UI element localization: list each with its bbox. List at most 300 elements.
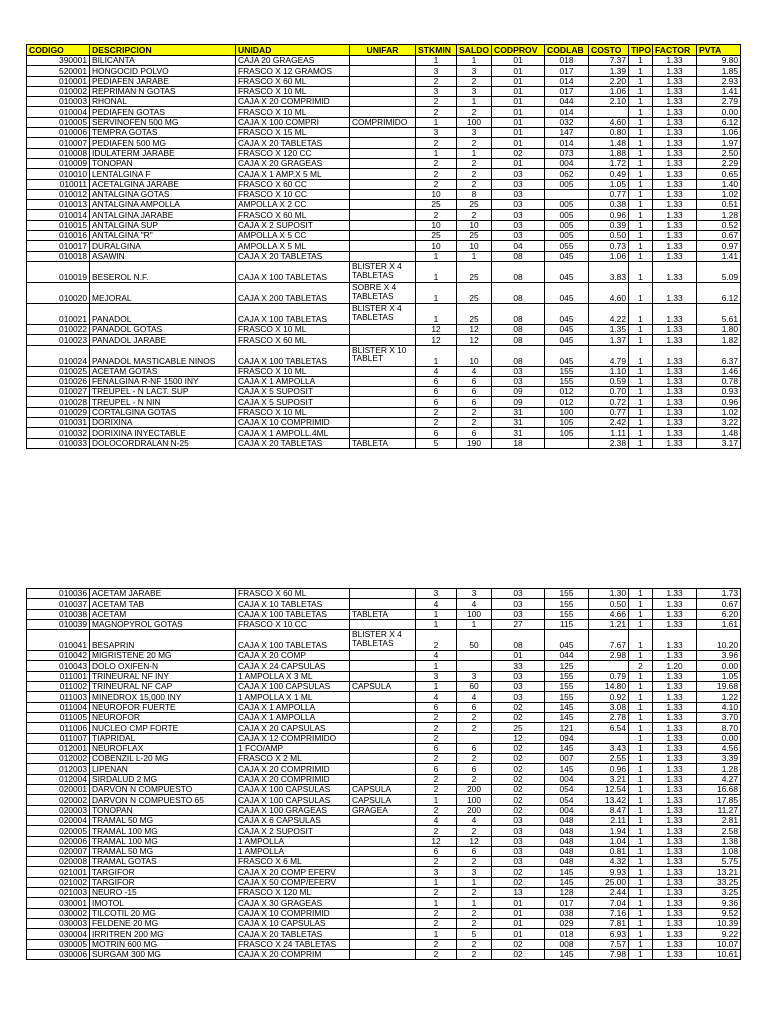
cell-unifar (350, 324, 416, 334)
cell-unidad: CAJA X 20 COMPRIMID (236, 97, 350, 107)
cell-stkmin: 2 (416, 97, 457, 107)
cell-codprov: 01 (492, 66, 545, 76)
cell-descripcion: DORIXINA (90, 418, 236, 428)
cell-codprov: 03 (492, 189, 545, 199)
cell-codigo: 020002 (27, 795, 90, 805)
table-row (27, 877, 741, 887)
cell-descripcion: PANADOL GOTAS (90, 324, 236, 334)
cell-unidad: CAJA X 20 TABLETAS (236, 929, 350, 939)
cell-codprov: 13 (492, 888, 545, 898)
cell-codigo: 020008 (27, 857, 90, 867)
cell-unidad: FRASCO X 15 ML (236, 128, 350, 138)
cell-codigo: 021001 (27, 867, 90, 877)
cell-codigo: 011004 (27, 702, 90, 712)
cell-descripcion: DARVON N COMPUESTO 65 (90, 795, 236, 805)
cell-saldo (457, 661, 492, 671)
cell-codlab: 014 (545, 138, 589, 148)
cell-stkmin: 1 (416, 898, 457, 908)
cell-stkmin: 1 (416, 303, 457, 324)
cell-saldo: 2 (457, 774, 492, 784)
cell-codigo: 010021 (27, 303, 90, 324)
cell-codprov: 31 (492, 418, 545, 428)
cell-descripcion: PEDIAFEN GOTAS (90, 107, 236, 117)
cell-descripcion: TRINEURAL NF INY (90, 671, 236, 681)
cell-unidad: CAJA X 1 AMPOLLA (236, 712, 350, 722)
cell-codprov: 03 (492, 200, 545, 210)
table-row (27, 702, 741, 712)
table-row (27, 651, 741, 661)
cell-costo: 1.05 (589, 179, 629, 189)
cell-factor: 1.33 (653, 117, 697, 127)
cell-codigo: 010041 (27, 630, 90, 651)
cell-unidad: FRASCO X 6 ML (236, 857, 350, 867)
table-row (27, 743, 741, 753)
cell-pvta: 6.37 (697, 345, 741, 366)
cell-pvta: 5.75 (697, 857, 741, 867)
cell-codigo: 010024 (27, 345, 90, 366)
cell-costo: 0.81 (589, 846, 629, 856)
cell-factor: 1.33 (653, 376, 697, 386)
cell-tipo: 1 (629, 764, 653, 774)
cell-codprov: 33 (492, 661, 545, 671)
cell-codigo: 020003 (27, 805, 90, 815)
cell-codprov: 01 (492, 929, 545, 939)
cell-unifar (350, 939, 416, 949)
cell-stkmin: 2 (416, 407, 457, 417)
cell-codigo: 010012 (27, 189, 90, 199)
cell-stkmin: 2 (416, 826, 457, 836)
cell-descripcion: RHONAL (90, 97, 236, 107)
cell-codprov: 01 (492, 138, 545, 148)
cell-stkmin: 12 (416, 836, 457, 846)
cell-saldo: 6 (457, 846, 492, 856)
cell-stkmin: 3 (416, 867, 457, 877)
cell-descripcion: LIPENAN (90, 764, 236, 774)
table-row (27, 589, 741, 599)
cell-codprov: 08 (492, 324, 545, 334)
cell-pvta: 1.08 (697, 846, 741, 856)
cell-pvta: 6.12 (697, 117, 741, 127)
cell-stkmin: 2 (416, 138, 457, 148)
cell-saldo: 3 (457, 66, 492, 76)
cell-codlab: 145 (545, 877, 589, 887)
cell-stkmin: 2 (416, 210, 457, 220)
cell-codlab: 054 (545, 785, 589, 795)
cell-codlab: 029 (545, 918, 589, 928)
cell-factor: 1.33 (653, 86, 697, 96)
cell-factor: 1.33 (653, 407, 697, 417)
cell-codigo: 012004 (27, 774, 90, 784)
cell-codprov: 01 (492, 76, 545, 86)
cell-codigo: 030002 (27, 908, 90, 918)
cell-descripcion: SURGAM 300 MG (90, 949, 236, 959)
cell-codigo: 030004 (27, 929, 90, 939)
cell-saldo: 100 (457, 609, 492, 619)
table-row (27, 282, 741, 303)
cell-unidad: FRASCO X 120 CC (236, 148, 350, 158)
table-row (27, 251, 741, 261)
cell-factor: 1.33 (653, 712, 697, 722)
cell-unidad: FRASCO X 10 ML (236, 407, 350, 417)
cell-descripcion: TILCOTIL 20 MG (90, 908, 236, 918)
cell-costo: 3.43 (589, 743, 629, 753)
cell-tipo: 1 (629, 231, 653, 241)
cell-codprov: 01 (492, 898, 545, 908)
cell-stkmin: 2 (416, 107, 457, 117)
cell-codprov: 01 (492, 56, 545, 66)
cell-codigo: 010042 (27, 651, 90, 661)
col-header-codlab: CODLAB (545, 45, 589, 56)
cell-factor: 1.33 (653, 148, 697, 158)
cell-codigo: 390001 (27, 56, 90, 66)
cell-codlab: 155 (545, 376, 589, 386)
cell-unifar (350, 387, 416, 397)
cell-costo: 6.54 (589, 723, 629, 733)
cell-stkmin: 6 (416, 764, 457, 774)
cell-unidad: CAJA X 5 SUPOSIT (236, 387, 350, 397)
cell-codprov: 09 (492, 397, 545, 407)
cell-stkmin: 1 (416, 661, 457, 671)
cell-codlab: 045 (545, 345, 589, 366)
cell-codigo: 010007 (27, 138, 90, 148)
cell-tipo: 1 (629, 220, 653, 230)
cell-tipo: 1 (629, 743, 653, 753)
cell-costo: 0.70 (589, 387, 629, 397)
cell-codprov: 01 (492, 107, 545, 117)
cell-descripcion: MOTRIN 600 MG (90, 939, 236, 949)
cell-stkmin: 2 (416, 754, 457, 764)
cell-codprov: 08 (492, 303, 545, 324)
cell-costo: 4.32 (589, 857, 629, 867)
cell-unidad: CAJA X 100 CAPSULAS (236, 795, 350, 805)
cell-descripcion: FENALGINA R-NF 1500 INY (90, 376, 236, 386)
cell-unidad: 1 AMPOLLA X 3 ML (236, 671, 350, 681)
cell-codigo: 010004 (27, 107, 90, 117)
cell-factor: 1.33 (653, 366, 697, 376)
cell-unidad: CAJA X 100 CAPSULAS (236, 785, 350, 795)
cell-unifar (350, 97, 416, 107)
cell-unidad: CAJA X 100 TABLETAS (236, 303, 350, 324)
cell-factor: 1.33 (653, 609, 697, 619)
cell-saldo: 25 (457, 303, 492, 324)
cell-codigo: 010022 (27, 324, 90, 334)
cell-unidad: FRASCO X 60 CC (236, 179, 350, 189)
cell-codigo: 020001 (27, 785, 90, 795)
cell-codigo: 011007 (27, 733, 90, 743)
cell-saldo: 6 (457, 743, 492, 753)
cell-tipo: 1 (629, 56, 653, 66)
cell-descripcion: TREUPEL - N NIN (90, 397, 236, 407)
table-row (27, 158, 741, 168)
cell-unidad: CAJA X 1 AMPOLL.4ML (236, 428, 350, 438)
table-row (27, 303, 741, 324)
cell-codigo: 010006 (27, 128, 90, 138)
cell-codigo: 010005 (27, 117, 90, 127)
cell-unidad: FRASCO X 10 ML (236, 366, 350, 376)
cell-unidad: CAJA X 100 TABLETAS (236, 261, 350, 282)
cell-unidad: CAJA X 10 TABLETAS (236, 599, 350, 609)
cell-codprov: 01 (492, 97, 545, 107)
cell-codlab: 048 (545, 826, 589, 836)
cell-saldo: 1 (457, 97, 492, 107)
cell-saldo: 2 (457, 712, 492, 722)
cell-factor: 1.33 (653, 619, 697, 629)
cell-factor: 1.33 (653, 589, 697, 599)
cell-costo: 1.21 (589, 619, 629, 629)
cell-tipo: 1 (629, 282, 653, 303)
cell-pvta: 2.50 (697, 148, 741, 158)
cell-tipo: 1 (629, 918, 653, 928)
cell-descripcion: PANADOL JARABE (90, 335, 236, 345)
cell-codprov: 01 (492, 86, 545, 96)
table-row (27, 148, 741, 158)
cell-codigo: 012002 (27, 754, 90, 764)
table-row (27, 619, 741, 629)
cell-unifar: CAPSULA (350, 682, 416, 692)
cell-codprov: 04 (492, 241, 545, 251)
cell-unifar (350, 589, 416, 599)
cell-codprov: 31 (492, 407, 545, 417)
cell-codlab: 048 (545, 815, 589, 825)
cell-pvta: 0.67 (697, 231, 741, 241)
cell-codprov: 03 (492, 671, 545, 681)
cell-descripcion: LENTALGINA F (90, 169, 236, 179)
cell-unifar (350, 815, 416, 825)
cell-tipo: 1 (629, 376, 653, 386)
cell-costo: 7.67 (589, 630, 629, 651)
cell-factor: 1.33 (653, 251, 697, 261)
table-row (27, 826, 741, 836)
cell-pvta: 1.97 (697, 138, 741, 148)
cell-unifar (350, 619, 416, 629)
cell-codprov: 18 (492, 438, 545, 448)
table-row (27, 805, 741, 815)
cell-stkmin: 6 (416, 846, 457, 856)
cell-codlab: 004 (545, 774, 589, 784)
table-row (27, 418, 741, 428)
cell-factor: 1.33 (653, 692, 697, 702)
table-row (27, 929, 741, 939)
cell-unifar (350, 76, 416, 86)
cell-tipo: 1 (629, 867, 653, 877)
cell-costo: 2.10 (589, 97, 629, 107)
cell-unifar (350, 826, 416, 836)
cell-pvta: 1.28 (697, 210, 741, 220)
cell-unidad: CAJA X 12 COMPRIMIDO (236, 733, 350, 743)
cell-factor: 1.33 (653, 282, 697, 303)
cell-saldo: 25 (457, 282, 492, 303)
cell-unifar (350, 231, 416, 241)
cell-codigo: 030001 (27, 898, 90, 908)
cell-descripcion: TRAMAL 100 MG (90, 836, 236, 846)
cell-unidad: AMPOLLA X 5 CC (236, 231, 350, 241)
cell-unidad: CAJA X 2 SUPOSIT (236, 220, 350, 230)
table-row (27, 210, 741, 220)
cell-costo: 8.47 (589, 805, 629, 815)
cell-codigo: 020007 (27, 846, 90, 856)
cell-codigo: 010018 (27, 251, 90, 261)
cell-tipo: 1 (629, 261, 653, 282)
cell-factor: 1.33 (653, 877, 697, 887)
cell-descripcion: ACETAM TAB (90, 599, 236, 609)
cell-saldo: 12 (457, 836, 492, 846)
cell-stkmin: 1 (416, 261, 457, 282)
cell-factor: 1.33 (653, 898, 697, 908)
cell-saldo: 2 (457, 210, 492, 220)
cell-factor: 1.33 (653, 671, 697, 681)
cell-tipo: 1 (629, 785, 653, 795)
table-row (27, 387, 741, 397)
cell-codigo: 010032 (27, 428, 90, 438)
cell-codigo: 011002 (27, 682, 90, 692)
cell-tipo: 1 (629, 888, 653, 898)
cell-descripcion: BILICANTA (90, 56, 236, 66)
cell-pvta: 16.68 (697, 785, 741, 795)
col-header-stkmin: STKMIN (416, 45, 457, 56)
cell-stkmin: 1 (416, 117, 457, 127)
cell-unidad: FRASCO X 12 GRAMOS (236, 66, 350, 76)
cell-unidad: CAJA X 30 GRAGEAS (236, 898, 350, 908)
table-row (27, 261, 741, 282)
table-row (27, 898, 741, 908)
cell-codlab: 045 (545, 303, 589, 324)
cell-costo: 1.88 (589, 148, 629, 158)
table-row (27, 661, 741, 671)
cell-pvta: 0.00 (697, 661, 741, 671)
cell-tipo: 1 (629, 345, 653, 366)
cell-codprov: 08 (492, 630, 545, 651)
cell-descripcion: TONOPAN (90, 158, 236, 168)
cell-factor: 1.33 (653, 888, 697, 898)
cell-stkmin: 2 (416, 949, 457, 959)
cell-unifar (350, 86, 416, 96)
cell-codlab: 018 (545, 929, 589, 939)
cell-unidad: CAJA X 1 AMPOLLA (236, 376, 350, 386)
cell-unifar (350, 148, 416, 158)
cell-tipo: 1 (629, 86, 653, 96)
cell-tipo: 1 (629, 418, 653, 428)
cell-codprov: 03 (492, 589, 545, 599)
cell-stkmin: 2 (416, 908, 457, 918)
cell-unifar (350, 846, 416, 856)
cell-codlab: 062 (545, 169, 589, 179)
cell-descripcion: COBENZIL L-20 MG (90, 754, 236, 764)
cell-costo: 4.60 (589, 117, 629, 127)
cell-unidad: CAJA X 20 GRAGEAS (236, 158, 350, 168)
cell-costo: 0.77 (589, 407, 629, 417)
table-row (27, 169, 741, 179)
cell-pvta: 3.96 (697, 651, 741, 661)
cell-descripcion: ANTALGINA GOTAS (90, 189, 236, 199)
cell-unidad: CAJA X 20 COMP EFERV (236, 867, 350, 877)
cell-saldo: 12 (457, 335, 492, 345)
cell-saldo: 2 (457, 179, 492, 189)
cell-codlab: 005 (545, 179, 589, 189)
cell-unidad: FRASCO X 60 ML (236, 210, 350, 220)
cell-unidad: CAJA X 20 TABLETAS (236, 438, 350, 448)
cell-codprov: 03 (492, 836, 545, 846)
cell-codlab: 145 (545, 949, 589, 959)
cell-factor: 1.33 (653, 723, 697, 733)
cell-descripcion: NEURO -15 (90, 888, 236, 898)
cell-stkmin: 2 (416, 785, 457, 795)
cell-factor: 1.33 (653, 397, 697, 407)
cell-stkmin: 6 (416, 702, 457, 712)
cell-costo: 4.60 (589, 282, 629, 303)
cell-codlab: 048 (545, 857, 589, 867)
cell-codlab: 005 (545, 210, 589, 220)
cell-codigo: 010038 (27, 609, 90, 619)
cell-codlab: 121 (545, 723, 589, 733)
cell-descripcion: DOLOCORDRALAN N-25 (90, 438, 236, 448)
cell-stkmin: 1 (416, 251, 457, 261)
cell-unifar (350, 888, 416, 898)
cell-codlab: 105 (545, 428, 589, 438)
table-row (27, 815, 741, 825)
cell-tipo: 1 (629, 335, 653, 345)
cell-factor: 1.33 (653, 220, 697, 230)
cell-pvta: 9.52 (697, 908, 741, 918)
cell-tipo: 1 (629, 826, 653, 836)
cell-codigo: 010002 (27, 86, 90, 96)
cell-descripcion: ACETALGINA JARABE (90, 179, 236, 189)
cell-codprov: 25 (492, 723, 545, 733)
cell-unidad: FRASCO X 10 ML (236, 86, 350, 96)
cell-pvta: 0.78 (697, 376, 741, 386)
cell-descripcion: ACETAM JARABE (90, 589, 236, 599)
cell-saldo: 2 (457, 949, 492, 959)
cell-codigo: 010036 (27, 589, 90, 599)
cell-codlab: 045 (545, 261, 589, 282)
cell-factor: 1.33 (653, 128, 697, 138)
cell-tipo: 1 (629, 857, 653, 867)
cell-saldo: 2 (457, 723, 492, 733)
cell-factor: 1.33 (653, 754, 697, 764)
cell-codlab: 155 (545, 692, 589, 702)
cell-stkmin: 2 (416, 712, 457, 722)
cell-costo: 7.57 (589, 939, 629, 949)
cell-codigo: 010017 (27, 241, 90, 251)
cell-descripcion: DURALGINA (90, 241, 236, 251)
cell-unifar (350, 754, 416, 764)
cell-unidad: FRASCO X 10 CC (236, 189, 350, 199)
cell-saldo: 2 (457, 138, 492, 148)
cell-pvta: 1.82 (697, 335, 741, 345)
cell-saldo: 6 (457, 397, 492, 407)
cell-pvta: 10.61 (697, 949, 741, 959)
cell-factor: 1.33 (653, 138, 697, 148)
col-header-descripcion: DESCRIPCION (90, 45, 236, 56)
cell-costo: 7.98 (589, 949, 629, 959)
cell-codigo: 010025 (27, 366, 90, 376)
cell-codprov: 03 (492, 599, 545, 609)
cell-unifar (350, 107, 416, 117)
cell-pvta: 1.48 (697, 428, 741, 438)
cell-unifar (350, 366, 416, 376)
cell-codlab: 018 (545, 56, 589, 66)
cell-costo (589, 661, 629, 671)
cell-stkmin: 1 (416, 56, 457, 66)
cell-saldo: 2 (457, 754, 492, 764)
cell-descripcion: PANADOL (90, 303, 236, 324)
cell-codlab: 048 (545, 836, 589, 846)
cell-costo: 1.72 (589, 158, 629, 168)
cell-descripcion: TRAMAL 100 MG (90, 826, 236, 836)
cell-pvta: 1.85 (697, 66, 741, 76)
cell-descripcion: ACETAM (90, 609, 236, 619)
cell-codlab: 155 (545, 671, 589, 681)
table-row (27, 86, 741, 96)
